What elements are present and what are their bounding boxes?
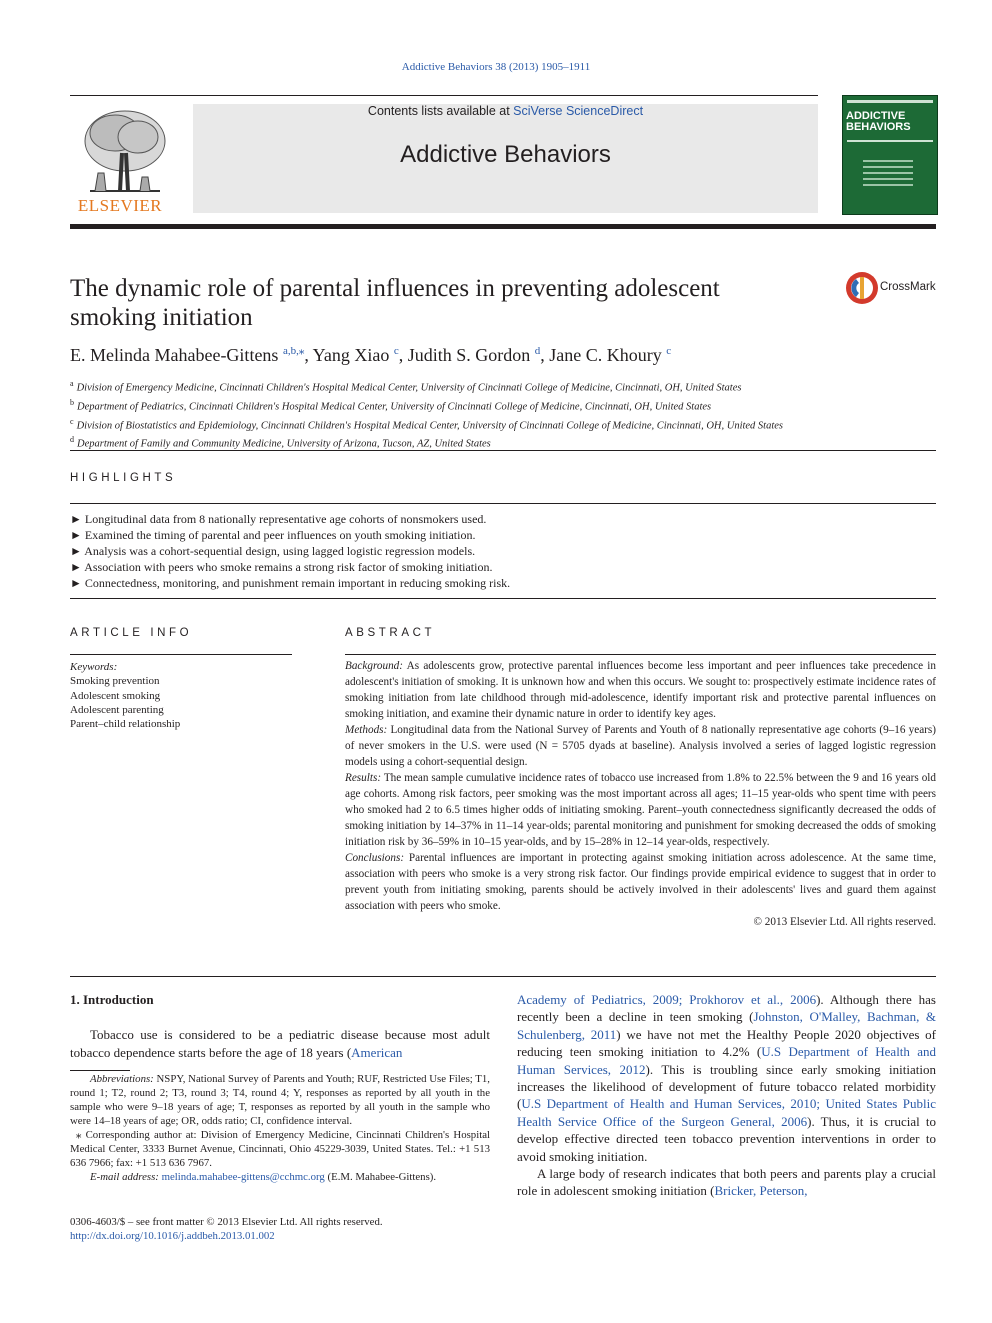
elsevier-wordmark: ELSEVIER	[77, 196, 163, 215]
cover-title: ADDICTIVE BEHAVIORS	[846, 110, 911, 133]
keywords-label: Keywords:	[70, 661, 118, 673]
divider	[70, 654, 292, 655]
affiliation-item	[70, 377, 936, 396]
author-affiliation-marker[interactable]: c	[666, 345, 672, 357]
abstract-section-text: The mean sample cumulative incidence rates of tobacco use increased from 1.8% to 22.5% between the 9 and 16 years old age cohorts. Among risk factors, peer smoking was the most important across all ages; 11–15 year-olds who spent time with peers who smoked had 2 to 6.5 times higher odds of initiating smoking. Parent–youth connectedness significantly decreased the odds of smoking initiation by 14–37% in 11–14 year-olds; parental monitoring and punishment for smoking decreased the odds of smoking initiation risk by 36–59% in 10–15 year-olds, and by 15–28% in 12–14 year-olds, respectively.	[345, 772, 936, 848]
copyright-line: © 2013 Elsevier Ltd. All rights reserved.	[753, 916, 936, 928]
affiliation-item	[70, 396, 936, 415]
highlights-heading: HIGHLIGHTS	[70, 472, 177, 484]
reference-link[interactable]: U.S Department of Health and Human Services, 2012	[517, 1044, 936, 1077]
affiliations	[70, 377, 936, 452]
author-affiliation-marker[interactable]: c	[393, 345, 399, 357]
journal-citation[interactable]: Addictive Behaviors 38 (2013) 1905–1911	[401, 61, 591, 73]
email-link[interactable]: melinda.mahabee-gittens@cchmc.org	[161, 1171, 325, 1183]
keywords-block	[70, 660, 300, 731]
email-label: E-mail address:	[90, 1171, 159, 1183]
footnotes	[70, 1072, 490, 1184]
author-separator: ,	[540, 345, 550, 365]
email-suffix: (E.M. Mahabee-Gittens).	[324, 1171, 437, 1183]
article-title: The dynamic role of parental influences in preventing adolescent smoking initiation	[70, 275, 720, 331]
author-name[interactable]: Yang Xiao	[312, 345, 390, 365]
affiliation-text: Division of Emergency Medicine, Cincinnati Children's Hospital Medical Center, University of Cincinnati College of Medicine, Cincinnati, OH, United States	[76, 382, 742, 394]
highlight-item: ► Longitudinal data from 8 nationally representative age cohorts of nonsmokers used.	[70, 512, 487, 526]
affiliation-item	[70, 415, 936, 434]
crossmark-icon[interactable]	[845, 271, 879, 305]
divider	[70, 976, 936, 977]
author-name[interactable]: Judith S. Gordon	[407, 345, 531, 365]
abstract-section-label: Results:	[345, 772, 382, 784]
keyword-item: Adolescent smoking	[70, 689, 161, 702]
journal-name: Addictive Behaviors	[400, 141, 611, 168]
article-info-heading: ARTICLE INFO	[70, 627, 193, 639]
header-thick-rule	[70, 224, 936, 229]
abstract-section-label: Conclusions:	[345, 852, 405, 864]
reference-link[interactable]: Bricker, Peterson,	[714, 1183, 808, 1199]
front-matter	[70, 1215, 490, 1243]
highlight-item: ► Association with peers who smoke remains a strong risk factor of smoking initiation.	[70, 560, 493, 574]
issn-line: 0306-4603/$ – see front matter © 2013 Elsevier Ltd. All rights reserved.	[70, 1216, 383, 1228]
body-text: ). Thus, it is crucial to develop effective directed teen tobacco prevention interventions in order to avoid smoking initiation.	[517, 1113, 937, 1164]
author-separator: ,	[398, 345, 408, 365]
highlight-item: ► Examined the timing of parental and peer influences on youth smoking initiation.	[70, 528, 476, 542]
divider	[70, 598, 936, 599]
abstract-section	[345, 722, 936, 770]
abstract-section	[345, 770, 936, 850]
divider	[70, 503, 936, 504]
crossmark-label[interactable]: CrossMark	[880, 281, 936, 293]
intro-paragraph-1	[70, 1026, 490, 1061]
affiliation-text: Division of Biostatistics and Epidemiology, Cincinnati Children's Hospital Medical Center, University of Cincinnati College of Medicine, Cincinnati, OH, United States	[76, 420, 784, 432]
intro-paragraph-2	[517, 1165, 936, 1200]
abbreviations-text: NSPY, National Survey of Parents and Youth; RUF, Restricted Use Files; T1, round 1; T2, round 2; T3, round 3; T4, round 4; Y, responses as reported by all youth in the sample who were 9–18 years of age; T, responses as reported by all youth in the sample who were 14–18 years of age; OR, odds ratio; CI, confidence interval.	[70, 1073, 490, 1127]
contents-prefix: Contents lists available at	[367, 104, 514, 118]
abstract-section-text: As adolescents grow, protective parental influences become less important and peer influences take precedence in adolescent's initiation of smoking. It is unknown how and when this occurs. We sought to: prospectively estimate incidence rates of smoking initiation from late childhood through mid-adolescence, identify important risk and protective parental influences on smoking initiation, and examine their dynamic nature in order to identify key ages.	[345, 660, 936, 720]
doi-link[interactable]: http://dx.doi.org/10.1016/j.addbeh.2013.01.002	[70, 1230, 275, 1242]
sciencedirect-link[interactable]: SciVerse ScienceDirect	[513, 104, 644, 118]
affiliation-text: Department of Family and Community Medicine, University of Arizona, Tucson, AZ, United States	[77, 438, 491, 450]
section-heading-introduction: 1. Introduction	[70, 992, 154, 1007]
corresponding-author-note: ⁎ Corresponding author at: Division of Emergency Medicine, Cincinnati Children's Hospital Medical Center, 3333 Burnet Avenue, Cincinnati, Ohio 45229-3039, United States. Tel.: +1 513 636 7966; fax: +1 513 636 7967.	[70, 1129, 490, 1169]
affiliation-key: a	[70, 379, 74, 388]
abstract-section	[345, 658, 936, 722]
footnote-rule	[70, 1070, 130, 1071]
reference-link[interactable]: Johnston, O'Malley, Bachman, & Schulenberg, 2011	[517, 1009, 936, 1042]
affiliation-key: c	[70, 416, 74, 426]
divider	[70, 450, 936, 451]
abstract-section-text: Longitudinal data from the National Survey of Parents and Youth of 8 nationally representative age cohorts (9–16 years) of never smokers in the U.S. were used (N = 5705 dyads at baseline). Analysis involved a series of lagged logistic regression models using a cohort-sequential design.	[345, 724, 936, 768]
abstract-section-text: Parental influences are important in protecting against smoking initiation across adolescence. At the same time, association with peers who smoke is a very strong risk factor. Our findings provide empirical evidence to suggest that in order to prevent youth from initiating smoking, parents should be actively involved in their adolescents' lives and guard them against association with peers who smoke.	[345, 852, 936, 912]
keyword-item: Adolescent parenting	[70, 703, 164, 716]
reference-link[interactable]: Academy of Pediatrics, 2009; Prokhorov et al., 2006	[517, 992, 817, 1007]
affiliation-text: Department of Pediatrics, Cincinnati Children's Hospital Medical Center, University of Cincinnati College of Medicine, Cincinnati, OH, United States	[77, 401, 712, 413]
body-text: ) we have not met the Healthy People 2020 objectives of reducing teen smoking initiation to 4.2% (	[517, 1026, 936, 1060]
abstract-body	[345, 658, 936, 930]
abstract-section	[345, 850, 936, 914]
abstract-section-label: Background:	[345, 660, 403, 672]
author-affiliation-marker[interactable]: a,b,⁎	[282, 345, 305, 357]
reference-link[interactable]: American	[351, 1044, 403, 1060]
abstract-section-label: Methods:	[345, 724, 388, 736]
author-separator: ,	[304, 345, 313, 365]
author-affiliation-marker[interactable]: d	[534, 345, 541, 357]
author-name[interactable]: Jane C. Khoury	[549, 345, 662, 365]
contents-availability-line	[193, 104, 818, 118]
author-name[interactable]: E. Melinda Mahabee-Gittens	[70, 345, 279, 365]
intro-p2-text: A large body of research indicates that both peers and parents play a crucial role in adolescent smoking initiation (	[517, 1166, 936, 1199]
intro-paragraph-continued	[517, 991, 936, 1165]
affiliation-key: b	[70, 397, 74, 407]
abstract-heading: ABSTRACT	[345, 627, 436, 639]
highlight-item: ► Analysis was a cohort-sequential design, using lagged logistic regression models.	[70, 544, 476, 558]
affiliation-key: d	[70, 435, 74, 445]
highlights-list	[70, 511, 936, 591]
reference-link[interactable]: U.S Department of Health and Human Services, 2010; United States Public Health Service Office of the Surgeon General, 2006	[517, 1096, 936, 1129]
divider	[345, 654, 936, 655]
keyword-item: Smoking prevention	[70, 675, 160, 688]
author-list	[70, 344, 671, 366]
abbreviations-footnote	[70, 1072, 490, 1128]
keyword-item: Parent–child relationship	[70, 718, 181, 731]
highlight-item: ► Connectedness, monitoring, and punishment remain important in reducing smoking risk.	[70, 576, 511, 590]
email-footnote	[70, 1170, 490, 1184]
intro-p1-text: Tobacco use is considered to be a pediatric disease because most adult tobacco dependence starts before the age of 18 years (	[70, 1027, 490, 1060]
abbreviations-label: Abbreviations:	[90, 1073, 154, 1085]
body-text: ). Although there has recently been a decline in teen smoking (	[517, 992, 936, 1025]
header-top-rule	[70, 95, 818, 96]
body-text: ). This is troubling since early smoking initiation increases the likelihood of development of future tobacco related morbidity (	[517, 1061, 936, 1112]
